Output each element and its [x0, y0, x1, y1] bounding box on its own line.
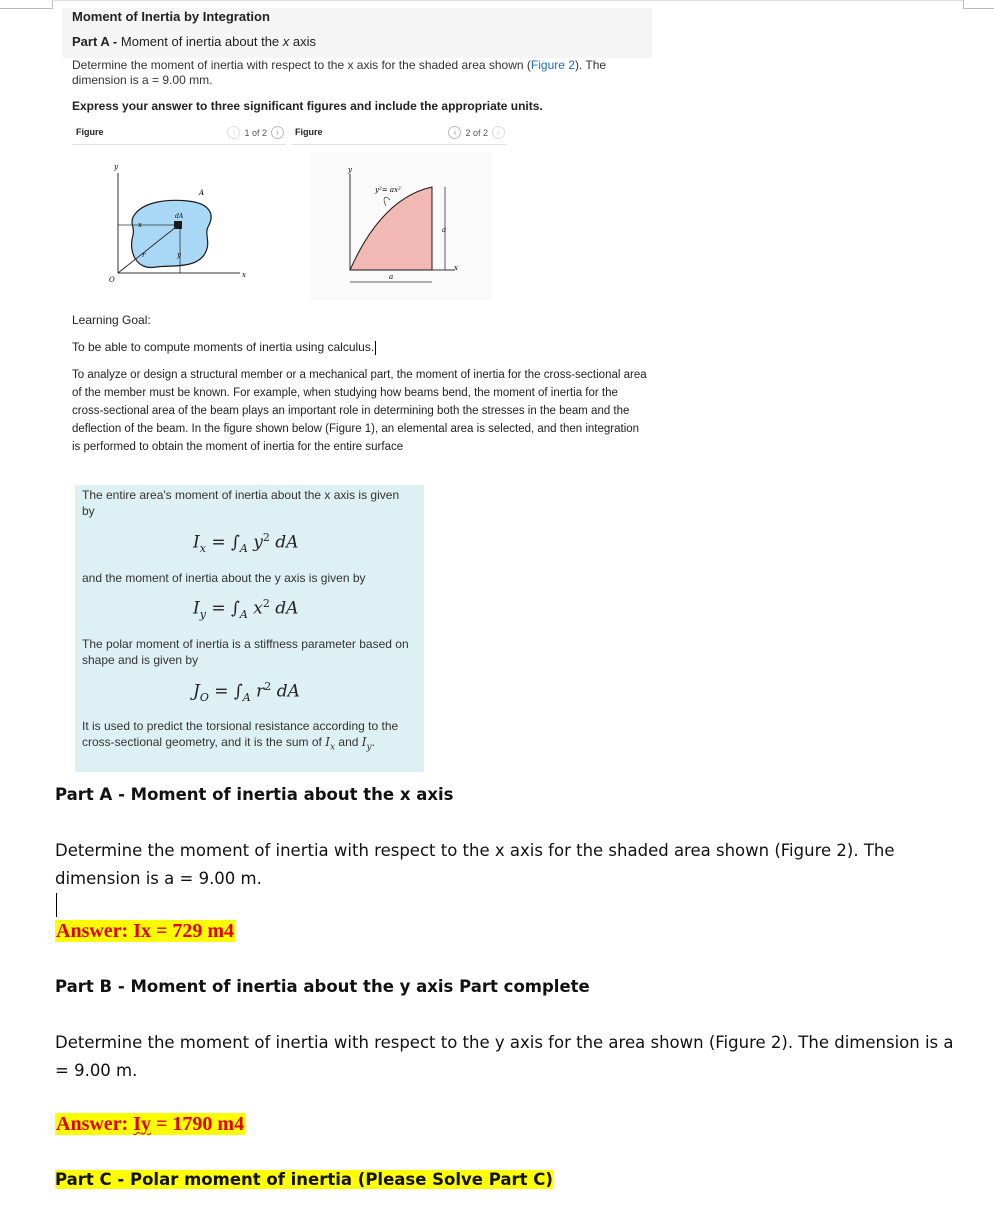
- figure-2-page-count: 2 of 2: [465, 127, 488, 138]
- formula-text-1: The entire area's moment of inertia about the x axis is given by: [82, 488, 400, 518]
- text-cursor: [375, 341, 376, 355]
- problem-title: Moment of Inertia by Integration: [72, 9, 270, 24]
- equation-jo: $J_O = \int_A$ $r^2$ dA: [193, 680, 300, 705]
- part-suffix: axis: [292, 34, 317, 49]
- learning-goal-text: To be able to compute moments of inertia using calculus.: [72, 340, 375, 354]
- figure-2-drawing: [310, 152, 492, 300]
- figure-1-page-count: 1 of 2: [244, 127, 267, 138]
- figure-1-next-button[interactable]: ›: [271, 126, 284, 139]
- problem-instructions: Express your answer to three significant figures and include the appropriate units.: [72, 99, 543, 113]
- fig1-da-label: dA: [175, 213, 184, 220]
- fig1-r-label: r: [142, 251, 146, 259]
- formula-text-3: The polar moment of inertia is a stiffness parameter based on shape and is given by: [82, 637, 409, 667]
- part-axis: x: [282, 34, 290, 49]
- fig2-curve-label: y²= ax²: [375, 186, 401, 194]
- fig1-origin-label: O: [109, 276, 115, 284]
- figure-1-bar: [72, 126, 286, 145]
- part-b-heading: Part B - Moment of inertia about the y axis Part complete: [55, 977, 590, 996]
- doc-text-cursor: [56, 893, 57, 917]
- fig1-y-dim-label: y: [177, 251, 181, 259]
- fig2-a-vertical-label: a: [442, 226, 447, 234]
- figure-1-prev-button[interactable]: ‹: [227, 126, 240, 139]
- part-a-answer: Answer: Ix = 729 m4: [56, 920, 235, 942]
- part-b-answer: Answer: Iy = 1790 m4: [56, 1113, 245, 1135]
- part-c-heading: Part C - Polar moment of inertia (Please Solve Part C): [55, 1170, 553, 1189]
- figure-2-prev-button[interactable]: ‹: [448, 126, 461, 139]
- part-text: Moment of inertia about the: [120, 34, 280, 49]
- fig2-y-label: y: [348, 166, 352, 174]
- figure-1-pager: [227, 126, 284, 139]
- part-b-body: Determine the moment of inertia with respect to the y axis for the area shown (Figure 2). The dimension is a = 9.00 m.: [55, 1033, 954, 1080]
- equation-ix: $I_x = \int_A$ $y^2$ dA: [193, 531, 299, 556]
- figure-2-next-button[interactable]: ›: [492, 126, 505, 139]
- part-prefix: Part A -: [72, 34, 118, 49]
- page-top-border: [52, 0, 964, 1]
- fig2-a-horizontal-label: a: [389, 273, 394, 281]
- figure-1-drawing: [100, 155, 260, 290]
- figure-2-pager: [448, 126, 505, 139]
- page-corner-right: [963, 0, 994, 9]
- problem-part-a-title: [72, 34, 316, 49]
- equation-iy: $I_y = \int_A$ $x^2$ dA: [193, 597, 299, 622]
- fig1-x-dim-label: x: [138, 221, 142, 229]
- figure-2-link[interactable]: Figure 2: [530, 58, 575, 72]
- formula-box: [75, 485, 424, 772]
- fig1-x-label: x: [242, 271, 246, 279]
- fig2-x-label: x: [454, 264, 458, 272]
- formula-text-2: and the moment of inertia about the y axis is given by: [82, 571, 366, 585]
- part-a-heading: Part A - Moment of inertia about the x axis: [55, 785, 454, 804]
- problem-question: Determine the moment of inertia with respect to the x axis for the shaded area shown (Figure 2). The dimension is a = 9.00 mm.: [72, 58, 607, 87]
- formula-text-4: It is used to predict the torsional resistance according to the cross-sectional geometry, and it is the sum of $I_x$ and $I_y$.: [82, 719, 399, 753]
- figure-1-label: Figure: [76, 127, 104, 137]
- figure-2-bar: [291, 126, 507, 145]
- learning-paragraph: To analyze or design a structural member or a mechanical part, the moment of inertia for the cross-sectional area of the member must be known. For example, when studying how beams bend, the moment of inertia for the cross-sectional area of the beam plays an important role in determining both the stresses in the beam and the deflection of the beam. In the figure shown below (Figure 1), an elemental area is selected, and then integration is performed to obtain the moment of inertia for the entire surface: [72, 369, 647, 453]
- part-a-body: Determine the moment of inertia with respect to the x axis for the shaded area shown (Figure 2). The dimension is a = 9.00 m.: [55, 841, 895, 888]
- page-corner-left: [0, 0, 53, 9]
- fig1-y-label: y: [114, 163, 118, 171]
- spellcheck-iy: Iy: [133, 1113, 152, 1135]
- learning-goal-heading: Learning Goal:: [72, 313, 151, 327]
- figure-2-label: Figure: [295, 127, 323, 137]
- fig1-a-label: A: [199, 189, 205, 197]
